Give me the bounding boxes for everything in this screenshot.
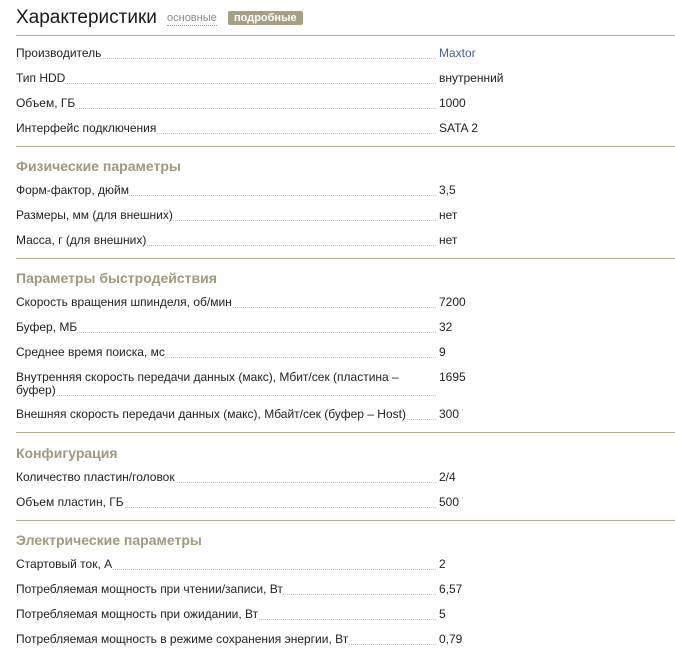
spec-label: Производитель <box>16 46 102 60</box>
spec-value: внутренний <box>439 71 504 85</box>
spec-label: Форм-фактор, дюйм <box>16 183 129 197</box>
divider <box>16 35 675 36</box>
tab-basic[interactable]: основные <box>167 12 217 24</box>
specs-header <box>16 6 675 32</box>
spec-label: Интерфейс подключения <box>16 121 157 135</box>
divider <box>16 146 675 147</box>
divider <box>16 520 675 521</box>
page-title: Характеристики <box>16 7 157 28</box>
spec-label: Масса, г (для внешних) <box>16 233 147 247</box>
spec-value: 300 <box>439 407 460 421</box>
spec-value: 500 <box>439 495 460 509</box>
spec-value: 2 <box>439 557 446 571</box>
spec-label: Внутренняя скорость передачи данных (макс), Мбит/сек (пластина – буфер) <box>16 370 399 397</box>
spec-value: 7200 <box>439 295 466 309</box>
spec-value: 1695 <box>439 370 466 384</box>
spec-value: 0,79 <box>439 632 463 646</box>
section-title-performance: Параметры быстродействия <box>16 270 217 286</box>
spec-value: 5 <box>439 607 446 621</box>
spec-value: 6,57 <box>439 582 463 596</box>
spec-value: нет <box>439 208 458 222</box>
spec-label: Среднее время поиска, мс <box>16 345 165 359</box>
spec-value: 3,5 <box>439 183 456 197</box>
divider <box>16 258 675 259</box>
spec-value: SATA 2 <box>439 121 478 135</box>
section-title-electrical: Электрические параметры <box>16 532 202 548</box>
spec-label: Объем, ГБ <box>16 96 76 110</box>
spec-label: Скорость вращения шпинделя, об/мин <box>16 295 232 309</box>
spec-label: Объем пластин, ГБ <box>16 495 124 509</box>
manufacturer-link[interactable]: Maxtor <box>439 46 476 60</box>
tab-detailed[interactable]: подробные <box>228 11 303 25</box>
spec-label: Размеры, мм (для внешних) <box>16 208 173 222</box>
section-title-configuration: Конфигурация <box>16 445 118 461</box>
spec-label: Потребляемая мощность при ожидании, Вт <box>16 607 259 621</box>
spec-label: Потребляемая мощность в режиме сохранения энергии, Вт <box>16 632 349 646</box>
spec-value: 1000 <box>439 96 466 110</box>
spec-label: Стартовый ток, А <box>16 557 113 571</box>
section-title-physical: Физические параметры <box>16 158 181 174</box>
spec-label: Буфер, МБ <box>16 320 78 334</box>
spec-label: Тип HDD <box>16 71 66 85</box>
spec-value: 32 <box>439 320 453 334</box>
spec-value: 2/4 <box>439 470 456 484</box>
spec-value: нет <box>439 233 458 247</box>
spec-label: Потребляемая мощность при чтении/записи, Вт <box>16 582 283 596</box>
divider <box>16 432 675 433</box>
spec-value: 9 <box>439 345 446 359</box>
spec-label: Количество пластин/головок <box>16 470 175 484</box>
spec-label: Внешняя скорость передачи данных (макс), Мбайт/сек (буфер – Host) <box>16 407 406 421</box>
